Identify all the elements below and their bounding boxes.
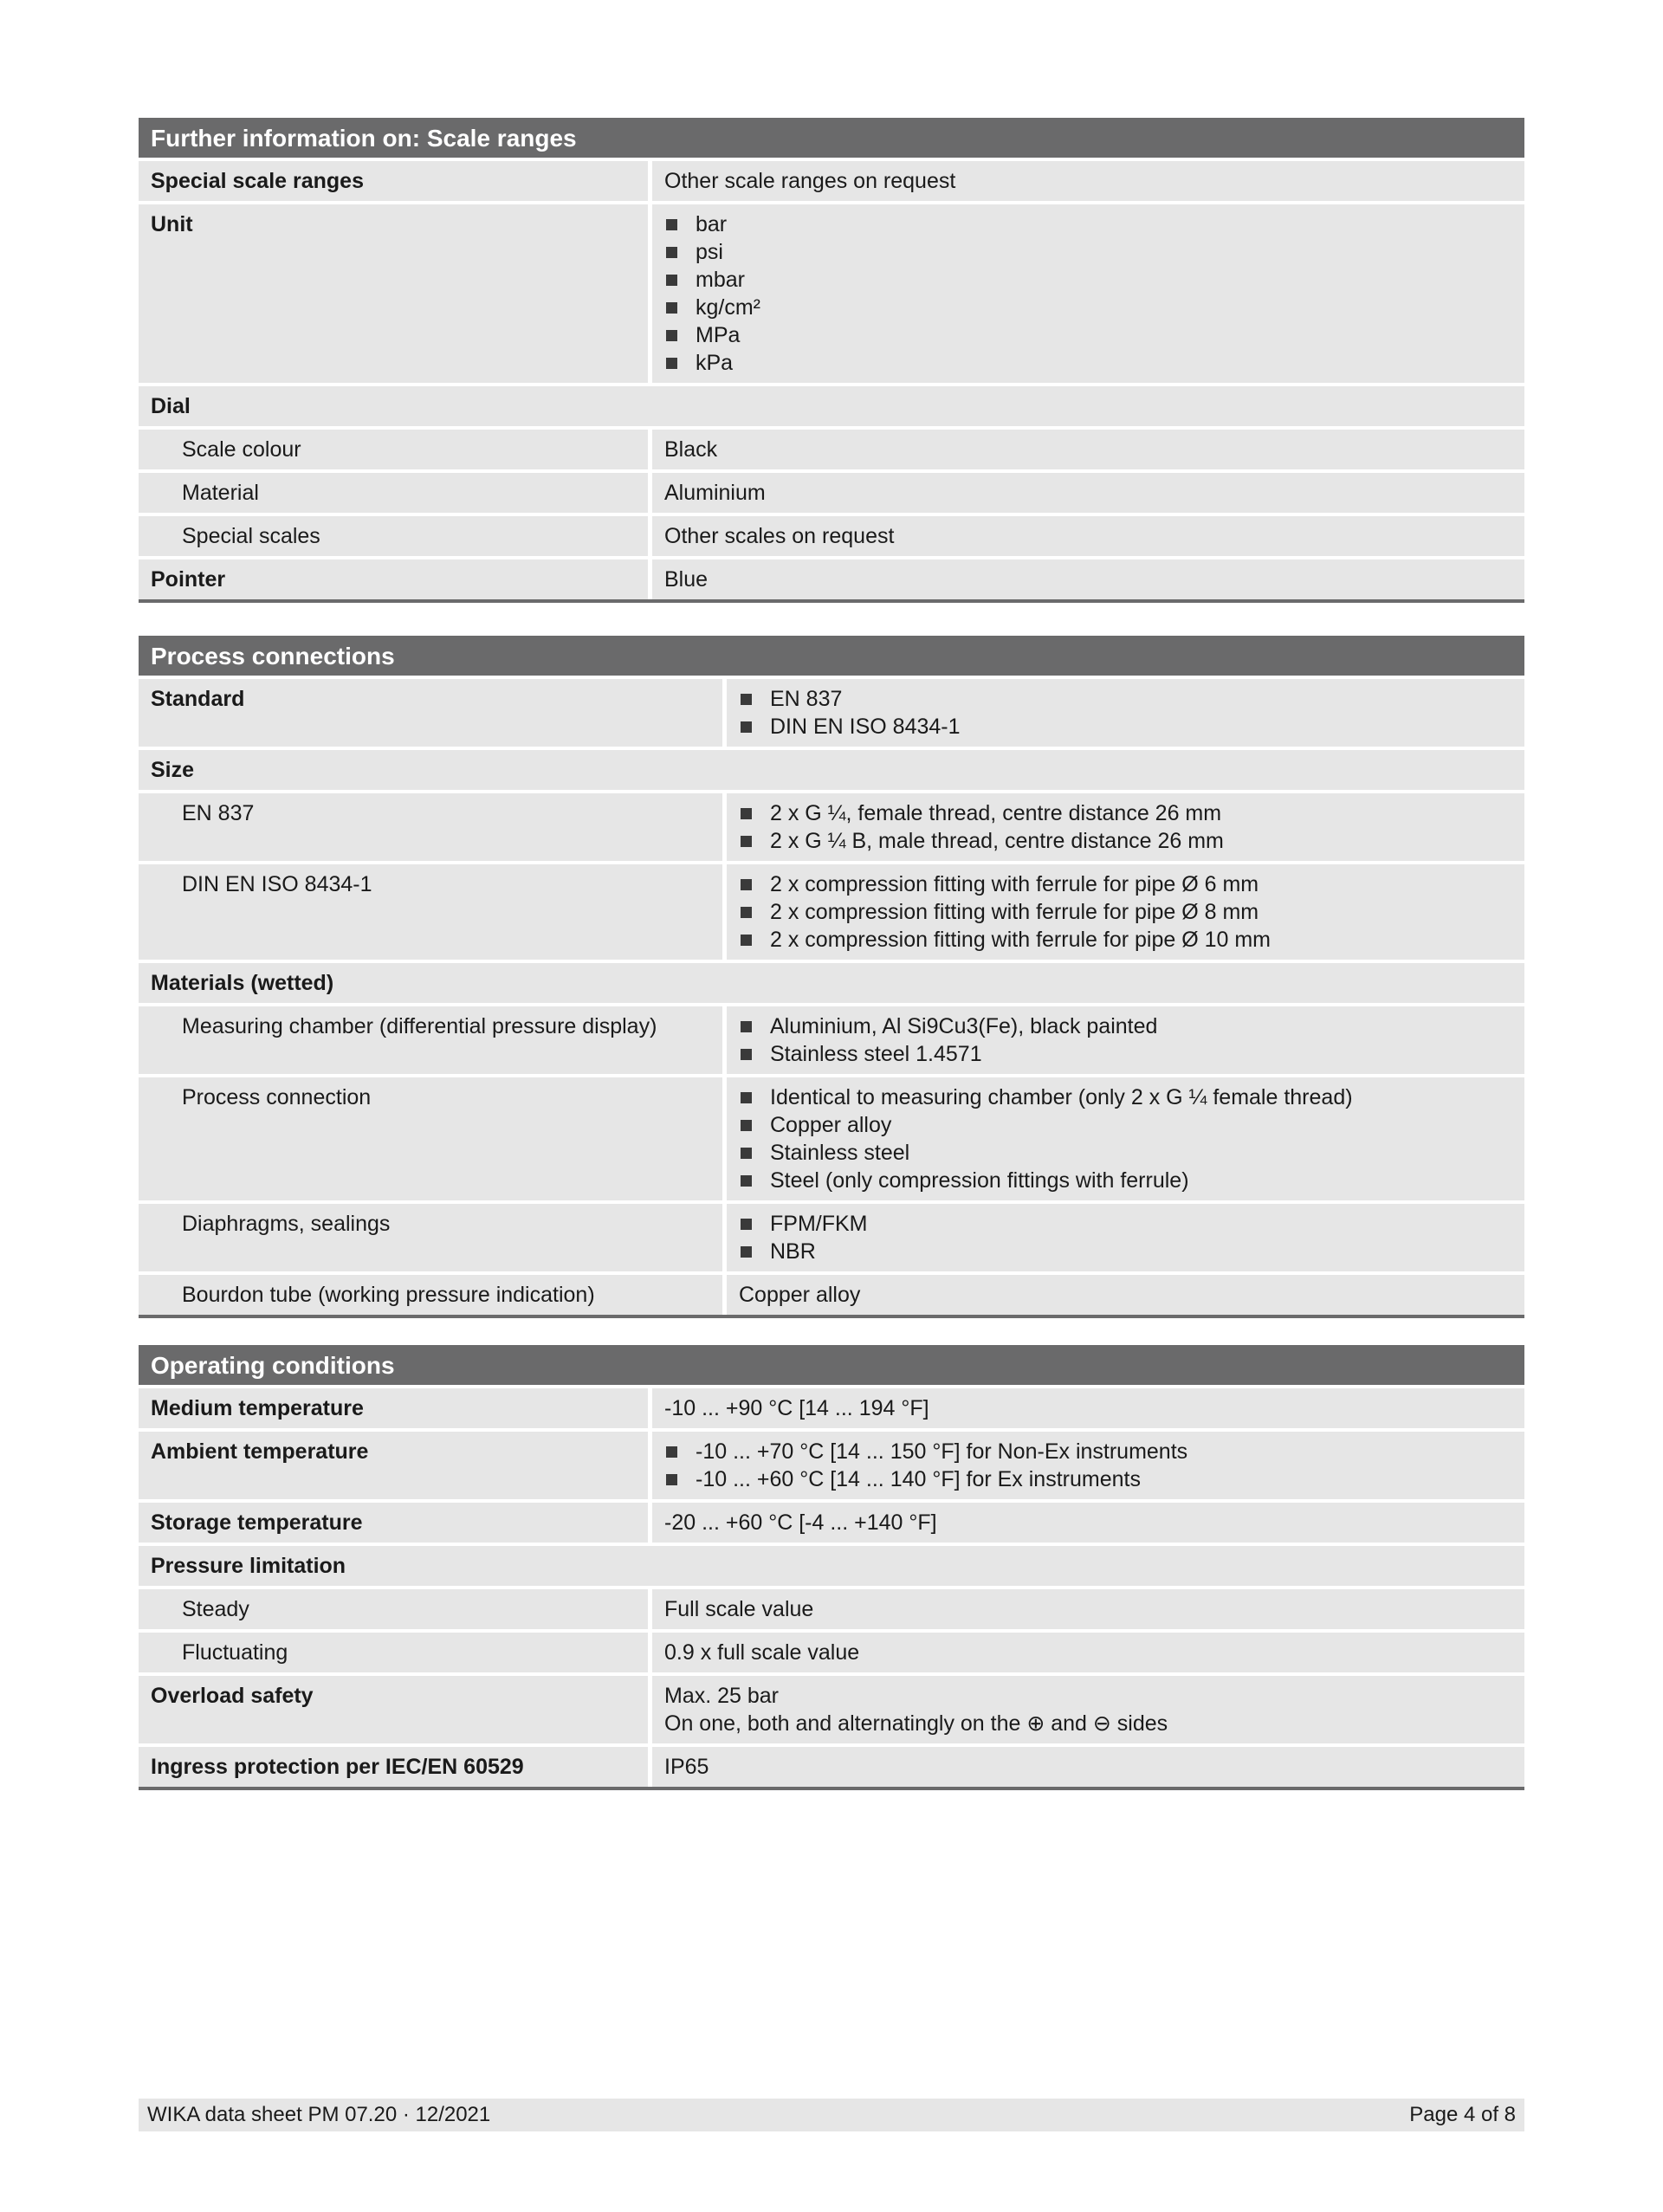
scale-ranges-header: Further information on: Scale ranges <box>139 118 1524 158</box>
standard-list <box>739 685 1513 741</box>
row-label: Storage temperature <box>139 1503 648 1543</box>
list-item: 2 x compression fitting with ferrule for pipe Ø 8 mm <box>739 898 1513 926</box>
row-value: Black <box>652 430 1524 469</box>
group-label: Pressure limitation <box>139 1546 1524 1586</box>
list-item: 2 x compression fitting with ferrule for pipe Ø 6 mm <box>739 870 1513 898</box>
row-label: Ingress protection per IEC/EN 60529 <box>139 1747 648 1787</box>
group-label: Size <box>139 750 1524 790</box>
row-value <box>652 1676 1524 1743</box>
row-label: Fluctuating <box>139 1633 648 1672</box>
row-value: Other scale ranges on request <box>652 161 1524 201</box>
page-footer <box>139 2099 1524 2131</box>
list-item: Stainless steel 1.4571 <box>739 1040 1513 1068</box>
row-label: Medium temperature <box>139 1388 648 1428</box>
row-value: Blue <box>652 559 1524 599</box>
row-label: Standard <box>139 679 722 747</box>
operating-conditions-header: Operating conditions <box>139 1345 1524 1385</box>
din-row <box>139 864 1524 960</box>
row-label: Bourdon tube (working pressure indication) <box>139 1275 722 1315</box>
row-value <box>652 1432 1524 1499</box>
overload-line-1: Max. 25 bar <box>664 1684 780 1708</box>
row-value <box>727 1204 1524 1271</box>
row-value: Copper alloy <box>727 1275 1524 1315</box>
row-label: Measuring chamber (differential pressure display) <box>139 1006 722 1074</box>
list-item: bar <box>664 210 1513 238</box>
row-label: Special scales <box>139 516 648 556</box>
list-item: kg/cm² <box>664 294 1513 321</box>
list-item: Copper alloy <box>739 1111 1513 1139</box>
scale-ranges-table <box>139 118 1524 603</box>
pointer-row <box>139 559 1524 599</box>
row-label: Scale colour <box>139 430 648 469</box>
process-connections-header: Process connections <box>139 636 1524 676</box>
footer-page-number: Page 4 of 8 <box>1409 2103 1516 2126</box>
unit-list <box>664 210 1513 377</box>
materials-row <box>139 963 1524 1003</box>
table-bottom-rule <box>139 599 1524 603</box>
row-label: Process connection <box>139 1077 722 1200</box>
unit-row <box>139 204 1524 383</box>
size-row <box>139 750 1524 790</box>
special-scales-row <box>139 516 1524 556</box>
list-item: NBR <box>739 1238 1513 1265</box>
row-label: Unit <box>139 204 648 383</box>
chamber-row <box>139 1006 1524 1074</box>
ingress-row <box>139 1747 1524 1787</box>
fluctuating-row <box>139 1633 1524 1672</box>
table-bottom-rule <box>139 1315 1524 1318</box>
list-item: Identical to measuring chamber (only 2 x G ¼ female thread) <box>739 1083 1513 1111</box>
list-item: EN 837 <box>739 685 1513 713</box>
list-item: DIN EN ISO 8434-1 <box>739 713 1513 741</box>
row-label: Ambient temperature <box>139 1432 648 1499</box>
en837-list <box>739 799 1513 855</box>
row-label: Pointer <box>139 559 648 599</box>
process-connections-table <box>139 636 1524 1318</box>
row-label: Diaphragms, sealings <box>139 1204 722 1271</box>
pressure-limitation-row <box>139 1546 1524 1586</box>
list-item: -10 ... +70 °C [14 ... 150 °F] for Non-Ex instruments <box>664 1438 1513 1465</box>
row-label: DIN EN ISO 8434-1 <box>139 864 722 960</box>
operating-conditions-table <box>139 1345 1524 1790</box>
steady-row <box>139 1589 1524 1629</box>
list-item: Stainless steel <box>739 1139 1513 1167</box>
list-item: 2 x G ¼ B, male thread, centre distance 26 mm <box>739 827 1513 855</box>
list-item: -10 ... +60 °C [14 ... 140 °F] for Ex instruments <box>664 1465 1513 1493</box>
row-value: -20 ... +60 °C [-4 ... +140 °F] <box>652 1503 1524 1543</box>
row-value <box>727 679 1524 747</box>
row-label: Material <box>139 473 648 513</box>
scale-colour-row <box>139 430 1524 469</box>
ambient-temp-row <box>139 1432 1524 1499</box>
list-item: 2 x G ¼, female thread, centre distance 26 mm <box>739 799 1513 827</box>
row-label: Steady <box>139 1589 648 1629</box>
ambient-temp-list <box>664 1438 1513 1493</box>
row-value: Full scale value <box>652 1589 1524 1629</box>
process-connection-row <box>139 1077 1524 1200</box>
table-bottom-rule <box>139 1787 1524 1790</box>
diaphragms-row <box>139 1204 1524 1271</box>
list-item: mbar <box>664 266 1513 294</box>
list-item: Aluminium, Al Si9Cu3(Fe), black painted <box>739 1012 1513 1040</box>
diaphragms-list <box>739 1210 1513 1265</box>
footer-document-id: WIKA data sheet PM 07.20 · 12/2021 <box>147 2103 491 2126</box>
row-value: Other scales on request <box>652 516 1524 556</box>
row-value <box>727 1077 1524 1200</box>
list-item: MPa <box>664 321 1513 349</box>
list-item: FPM/FKM <box>739 1210 1513 1238</box>
overload-row <box>139 1676 1524 1743</box>
list-item: psi <box>664 238 1513 266</box>
en837-row <box>139 793 1524 861</box>
row-value: IP65 <box>652 1747 1524 1787</box>
bourdon-row <box>139 1275 1524 1315</box>
list-item: Steel (only compression fittings with ferrule) <box>739 1167 1513 1194</box>
row-label: EN 837 <box>139 793 722 861</box>
storage-temp-row <box>139 1503 1524 1543</box>
row-label: Special scale ranges <box>139 161 648 201</box>
chamber-list <box>739 1012 1513 1068</box>
group-label: Dial <box>139 386 1524 426</box>
row-label: Overload safety <box>139 1676 648 1743</box>
row-value: Aluminium <box>652 473 1524 513</box>
standard-row <box>139 679 1524 747</box>
group-label: Materials (wetted) <box>139 963 1524 1003</box>
row-value <box>727 793 1524 861</box>
medium-temp-row <box>139 1388 1524 1428</box>
list-item: 2 x compression fitting with ferrule for pipe Ø 10 mm <box>739 926 1513 954</box>
row-value: 0.9 x full scale value <box>652 1633 1524 1672</box>
din-list <box>739 870 1513 954</box>
row-value <box>652 204 1524 383</box>
row-value <box>727 1006 1524 1074</box>
dial-row <box>139 386 1524 426</box>
overload-line-2: On one, both and alternatingly on the ⊕ and ⊖ sides <box>664 1711 1168 1736</box>
list-item: kPa <box>664 349 1513 377</box>
row-value <box>727 864 1524 960</box>
material-row <box>139 473 1524 513</box>
special-scale-ranges-row <box>139 161 1524 201</box>
row-value: -10 ... +90 °C [14 ... 194 °F] <box>652 1388 1524 1428</box>
process-connection-list <box>739 1083 1513 1194</box>
